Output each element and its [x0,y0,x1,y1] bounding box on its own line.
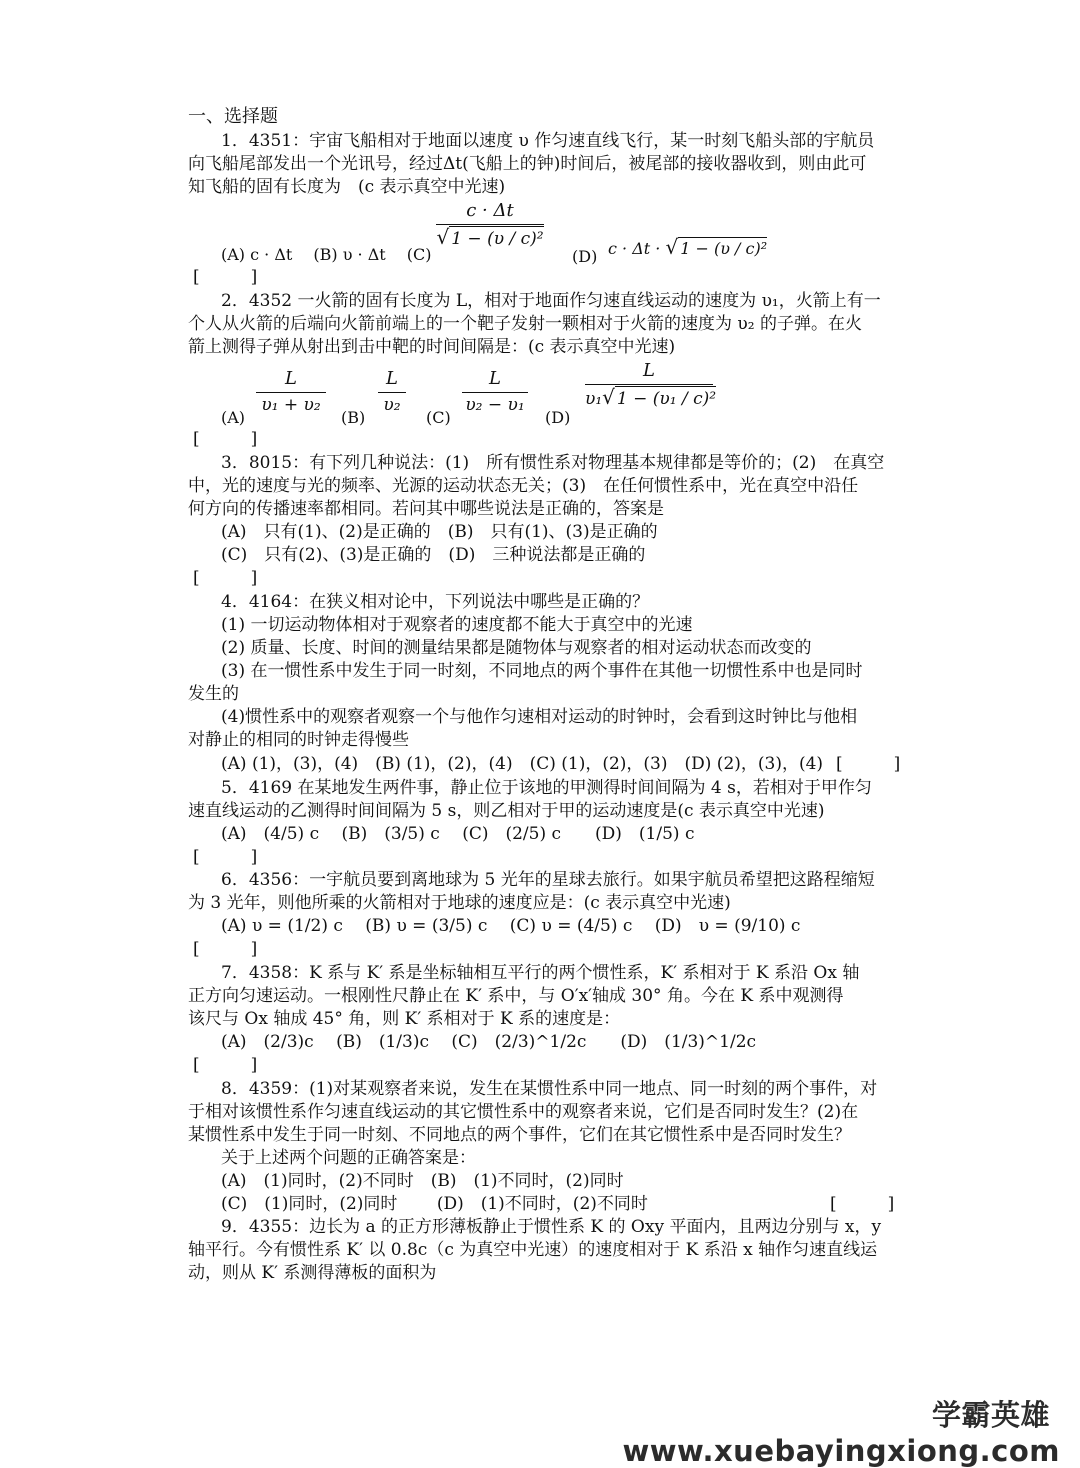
q9-line-1: 9．4355：边长为 a 的正方形薄板静止于惯性系 K 的 Oxy 平面内，且两边分别与 x，y [221,1217,882,1237]
q7-options: (A) (2/3)c (B) (1/3)c (C) (2/3)^1/2c (D) (1/3)^1/2c [221,1032,757,1052]
q4-line-1: 4．4164：在狭义相对论中，下列说法中哪些是正确的？ [221,592,650,612]
q4-line-2: (1) 一切运动物体相对于观察者的速度都不能大于真空中的光速 [221,615,693,635]
q1-option-c-fraction [436,200,544,251]
q2-option-a-label: (A) [221,408,246,427]
q2-option-d-label: (D) [545,408,571,427]
q4-line-6: (4)惯性系中的观察者观察一个与他作匀速相对运动的时钟时，会看到这时钟比与他相 [221,707,858,727]
q5-answer-bracket[interactable]: [ ] [193,847,258,867]
q7-line-2: 正方向匀速运动。一根刚性尺静止在 K′ 系中，与 O′x′轴成 30° 角。今在 K 系中观测得 [188,986,844,1006]
q3-line-1: 3．8015：有下列几种说法：(1) 所有惯性系对物理基本规律都是等价的；(2) 在真空 [221,453,885,473]
q2-option-c-label: (C) [426,408,451,427]
q8-line-2: 于相对该惯性系作匀速直线运动的其它惯性系中的观察者来说，它们是否同时发生？(2)在 [188,1102,859,1122]
q8-line-4: 关于上述两个问题的正确答案是： [221,1148,476,1168]
q3-line-3: 何方向的传播速率都相同。若问其中哪些说法是正确的，答案是 [188,499,664,519]
q4-answer-bracket[interactable]: [ ] [836,754,901,774]
q8-line-3: 某惯性系中发生于同一时刻、不同地点的两个事件，它们在其它惯性系中是否同时发生？ [188,1125,851,1145]
q2-line-2: 个人从火箭的后端向火箭前端上的一个靶子发射一颗相对于火箭的速度为 υ₂ 的子弹。在火 [188,314,862,334]
footer-watermark [540,1393,1060,1468]
q1-option-c-denominator: √ 1 − (υ / c)² [436,225,544,249]
q2-option-b-fraction: L υ₂ [378,368,406,417]
q2-option-c-fraction: L υ₂ − υ₁ [462,368,528,417]
q2-answer-bracket[interactable]: [ ] [193,429,258,449]
q2-line-1: 2．4352 一火箭的固有长度为 L，相对于地面作匀速直线运动的速度为 υ₁，火箭上有一 [221,291,881,311]
q5-line-2: 速直线运动的乙测得时间间隔为 5 s，则乙相对于甲的运动速度是(c 表示真空中光速) [188,801,825,821]
q6-options: (A) υ = (1/2) c (B) υ = (3/5) c (C) υ = (4/5) c (D) υ = (9/10) c [221,916,801,936]
q9-line-2: 轴平行。今有惯性系 K′ 以 0.8c（c 为真空中光速）的速度相对于 K 系沿 x 轴作匀速直线运 [188,1240,878,1260]
q8-options-cd: (C) (1)同时，(2)同时 (D) (1)不同时，(2)不同时 [221,1194,648,1214]
sqrt-icon: √ [602,385,615,409]
q4-line-4: (3) 在一惯性系中发生于同一时刻，不同地点的两个事件在其他一切惯性系中也是同时 [221,661,863,681]
q2-option-b-label: (B) [341,408,366,427]
q3-answer-bracket[interactable]: [ ] [193,568,258,588]
q4-line-3: (2) 质量、长度、时间的测量结果都是随物体与观察者的相对运动状态而改变的 [221,638,812,658]
q8-answer-bracket[interactable]: [ ] [830,1194,895,1214]
q1-answer-bracket[interactable]: [ ] [193,267,258,287]
q2-line-3: 箭上测得子弹从射出到击中靶的时间间隔是：(c 表示真空中光速) [188,337,676,357]
q5-line-1: 5．4169 在某地发生两件事，静止位于该地的甲测得时间间隔为 4 s，若相对于甲作匀 [221,778,872,798]
sqrt-icon: √ [436,225,450,249]
q4-line-7: 对静止的相同的时钟走得慢些 [188,730,409,750]
q4-options: (A) (1)，(3)，(4) (B) (1)，(2)，(4) (C) (1)，(2)，(3) (D) (2)，(3)，(4) [221,754,824,774]
q1-option-d-label: (D) [572,247,598,266]
q1-option-d-expression: c · Δt · √ 1 − (υ / c)² [608,235,768,259]
q2-option-d-fraction: L υ₁√ 1 − (υ₁ / c)² [585,360,717,409]
q7-line-3: 该尺与 Ox 轴成 45° 角，则 K′ 系相对于 K 系的速度是： [188,1009,621,1029]
q1-line-2: 向飞船尾部发出一个光讯号，经过Δt(飞船上的钟)时间后，被尾部的接收器收到，则由此可 [188,154,867,174]
q1-option-c-numerator: c · Δt [466,200,514,221]
section-title: 一、选择题 [188,106,278,127]
q1-line-1: 1．4351：宇宙飞船相对于地面以速度 υ 作匀速直线飞行，某一时刻飞船头部的宇航员 [221,131,875,151]
footer-brand: 学霸英雄 [931,1398,1050,1432]
q6-line-1: 6．4356：一宇航员要到离地球为 5 光年的星球去旅行。如果宇航员希望把这路程缩短 [221,870,875,890]
q7-line-1: 7．4358：K 系与 K′ 系是坐标轴相互平行的两个惯性系，K′ 系相对于 K 系沿 Ox 轴 [221,963,860,983]
q3-line-2: 中，光的速度与光的频率、光源的运动状态无关；(3) 在任何惯性系中，光在真空中沿任 [188,476,859,496]
q6-answer-bracket[interactable]: [ ] [193,939,258,959]
q7-answer-bracket[interactable]: [ ] [193,1055,258,1075]
q4-line-5: 发生的 [188,684,239,704]
q6-line-2: 为 3 光年，则他所乘的火箭相对于地球的速度应是：(c 表示真空中光速) [188,893,731,913]
q1-line-3: 知飞船的固有长度为 (c 表示真空中光速) [188,177,506,197]
q3-options-cd: (C) 只有(2)、(3)是正确的 (D) 三种说法都是正确的 [221,545,646,565]
q8-options-ab: (A) (1)同时，(2)不同时 (B) (1)不同时，(2)同时 [221,1171,624,1191]
sqrt-icon: √ [665,235,679,259]
q1-options-ab: (A) c · Δt (B) υ · Δt (C) [221,245,432,264]
q3-options-ab: (A) 只有(1)、(2)是正确的 (B) 只有(1)、(3)是正确的 [221,522,658,542]
q5-options: (A) (4/5) c (B) (3/5) c (C) (2/5) c (D) (1/5) c [221,824,695,844]
q8-line-1: 8．4359：(1)对某观察者来说，发生在某惯性系中同一地点、同一时刻的两个事件，对 [221,1079,878,1099]
q2-option-a-fraction: L υ₁ + υ₂ [256,368,326,417]
footer-url[interactable]: www.xuebayingxiong.com [622,1434,1060,1468]
q9-line-3: 动，则从 K′ 系测得薄板的面积为 [188,1263,437,1283]
